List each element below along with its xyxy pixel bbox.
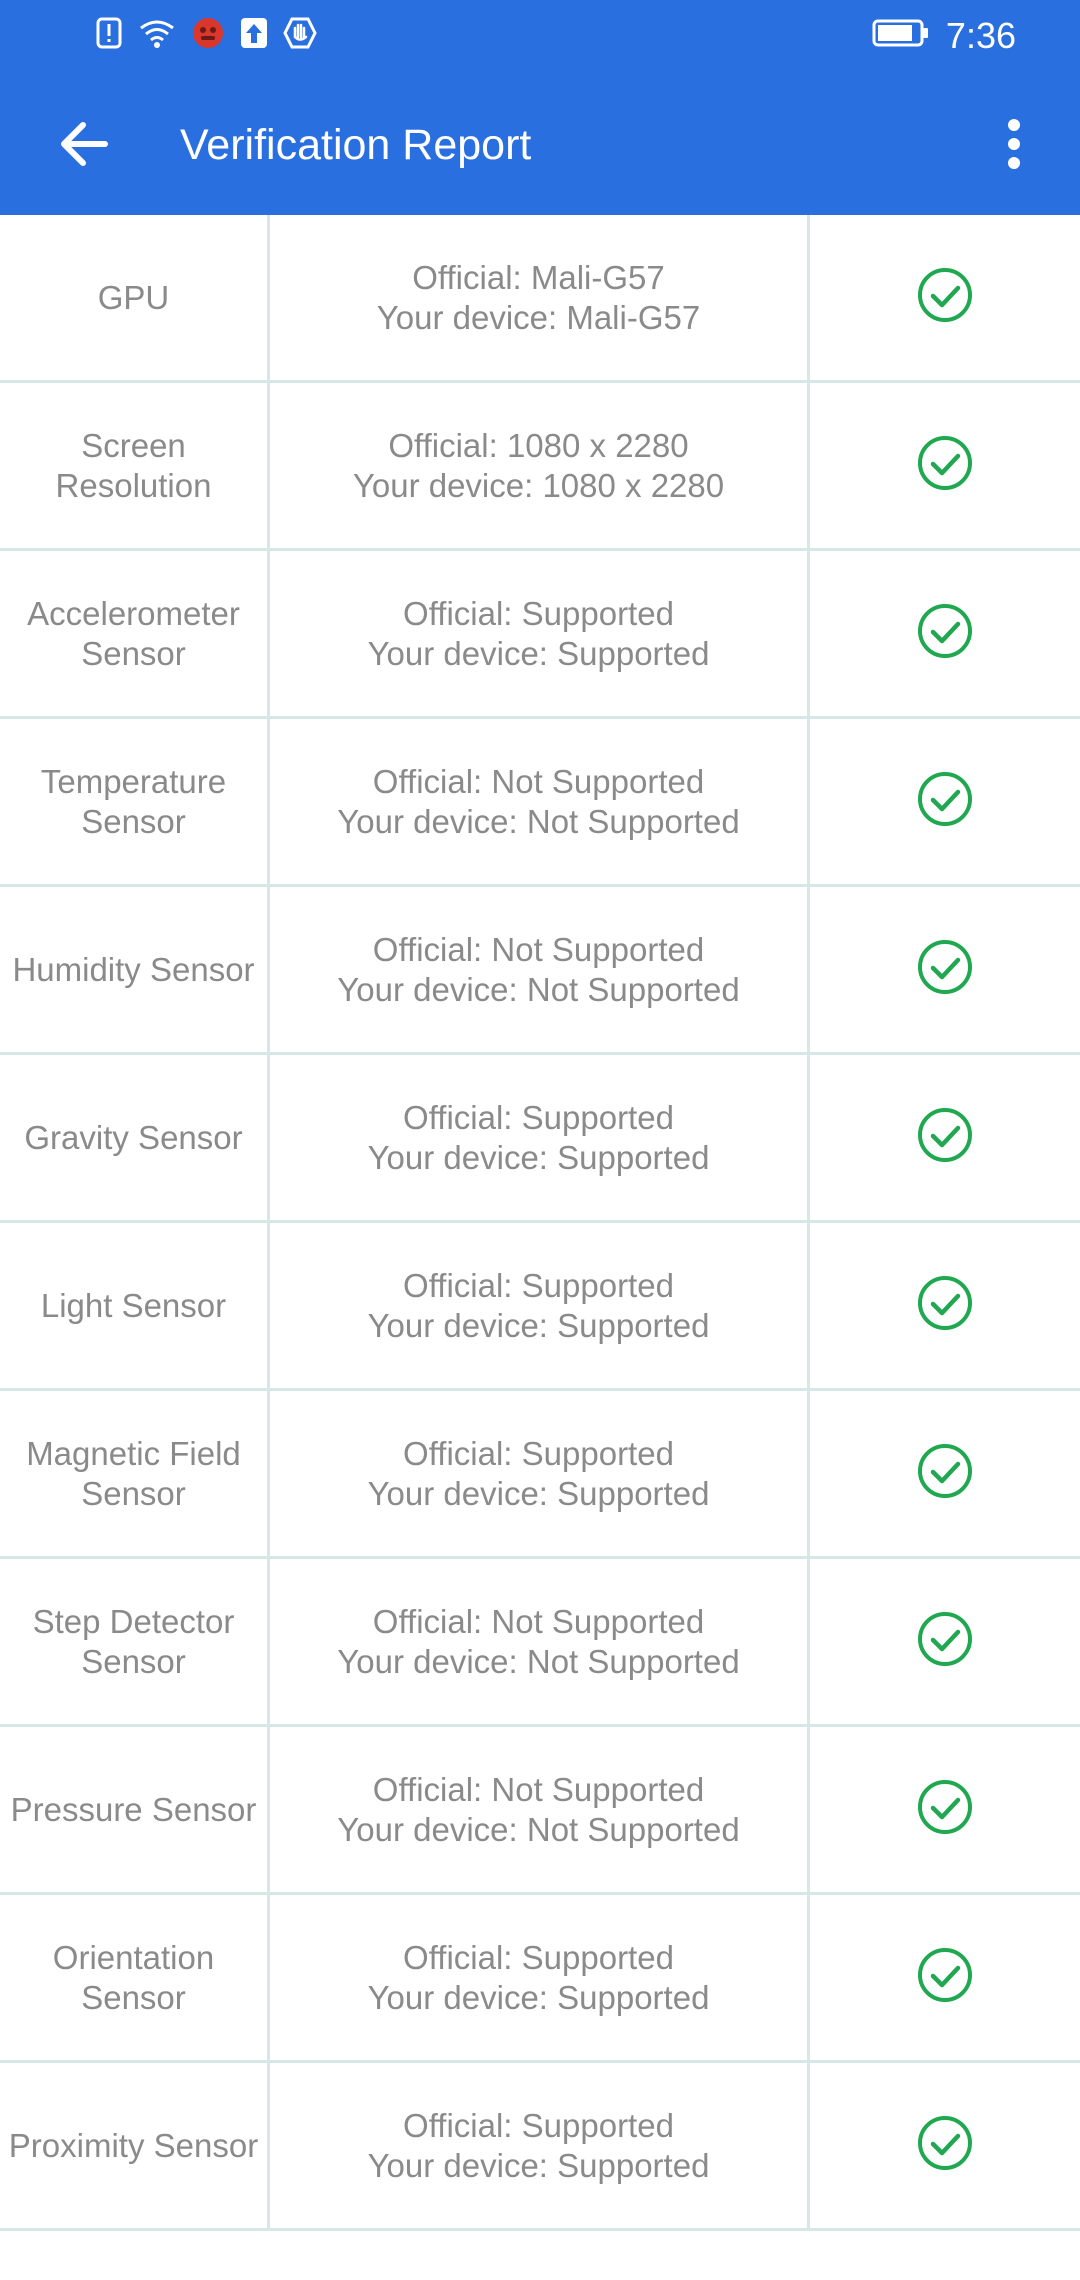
device-value: Your device: Not Supported: [337, 1810, 740, 1848]
check-icon: [916, 1442, 974, 1505]
comparison-cell: [270, 887, 810, 1052]
table-row: [0, 1055, 1080, 1223]
feature-name: Proximity Sensor: [0, 2063, 270, 2228]
table-row: [0, 215, 1080, 383]
check-icon: [916, 2114, 974, 2177]
table-row: [0, 2063, 1080, 2231]
feature-name: Accelerometer Sensor: [0, 551, 270, 716]
status-cell: [810, 551, 1080, 716]
status-cell: [810, 719, 1080, 884]
status-cell: [810, 1055, 1080, 1220]
official-value: Official: Supported: [403, 1938, 674, 1976]
official-value: Official: Not Supported: [372, 1770, 705, 1808]
device-value: Your device: Supported: [367, 1138, 710, 1176]
status-cell: [810, 887, 1080, 1052]
comparison-cell: [270, 1559, 810, 1724]
battery-icon: [872, 14, 930, 58]
device-value: Your device: Not Supported: [337, 970, 740, 1008]
status-icons: [95, 16, 317, 50]
table-row: [0, 719, 1080, 887]
table-row: [0, 887, 1080, 1055]
device-value: Your device: Supported: [367, 1474, 710, 1512]
device-value: Your device: Supported: [367, 1306, 710, 1344]
official-value: Official: Supported: [403, 1434, 674, 1472]
status-bar: [0, 0, 1080, 72]
device-value: Your device: 1080 x 2280: [352, 466, 725, 504]
comparison-cell: [270, 719, 810, 884]
comparison-cell: [270, 215, 810, 380]
comparison-cell: [270, 383, 810, 548]
device-value: Your device: Not Supported: [337, 1642, 740, 1680]
official-value: Official: Supported: [403, 594, 674, 632]
check-icon: [916, 434, 974, 497]
upload-icon: [239, 16, 269, 50]
table-row: [0, 551, 1080, 719]
check-icon: [916, 1778, 974, 1841]
feature-name: Orientation Sensor: [0, 1895, 270, 2060]
feature-name: Magnetic Field Sensor: [0, 1391, 270, 1556]
feature-name: Light Sensor: [0, 1223, 270, 1388]
official-value: Official: Mali-G57: [412, 258, 665, 296]
feature-name: Pressure Sensor: [0, 1727, 270, 1892]
check-icon: [916, 602, 974, 665]
page-title: Verification Report: [180, 121, 532, 169]
feature-name: Gravity Sensor: [0, 1055, 270, 1220]
status-cell: [810, 1895, 1080, 2060]
status-right: [872, 14, 1016, 58]
comparison-cell: [270, 1055, 810, 1220]
official-value: Official: Not Supported: [372, 1602, 705, 1640]
official-value: Official: Supported: [403, 1266, 674, 1304]
table-row: [0, 1223, 1080, 1391]
device-value: Your device: Mali-G57: [376, 298, 701, 336]
official-value: Official: Supported: [403, 2106, 674, 2144]
status-cell: [810, 383, 1080, 548]
check-icon: [916, 1610, 974, 1673]
official-value: Official: Not Supported: [372, 930, 705, 968]
status-cell: [810, 1391, 1080, 1556]
check-icon: [916, 1274, 974, 1337]
verification-table: [0, 215, 1080, 2231]
back-button[interactable]: [48, 110, 120, 182]
feature-name: Temperature Sensor: [0, 719, 270, 884]
device-value: Your device: Supported: [367, 2146, 710, 2184]
status-cell: [810, 215, 1080, 380]
device-value: Your device: Not Supported: [337, 802, 740, 840]
arrow-left-icon: [55, 115, 113, 178]
hand-icon: [283, 16, 317, 50]
device-value: Your device: Supported: [367, 634, 710, 672]
comparison-cell: [270, 1223, 810, 1388]
comparison-cell: [270, 1895, 810, 2060]
comparison-cell: [270, 551, 810, 716]
check-icon: [916, 1946, 974, 2009]
status-time: 7:36: [945, 15, 1016, 56]
check-icon: [916, 1106, 974, 1169]
device-value: Your device: Supported: [367, 1978, 710, 2016]
official-value: Official: 1080 x 2280: [388, 426, 689, 464]
check-icon: [916, 938, 974, 1001]
table-row: [0, 1895, 1080, 2063]
official-value: Official: Not Supported: [372, 762, 705, 800]
table-row: [0, 1391, 1080, 1559]
table-row: [0, 1559, 1080, 1727]
comparison-cell: [270, 1391, 810, 1556]
app-badge-icon: [191, 16, 225, 50]
feature-name: Step Detector Sensor: [0, 1559, 270, 1724]
table-row: [0, 383, 1080, 551]
table-row: [0, 1727, 1080, 1895]
wifi-icon: [137, 16, 177, 50]
feature-name: GPU: [0, 215, 270, 380]
check-icon: [916, 770, 974, 833]
more-vertical-icon: [1004, 118, 1024, 175]
comparison-cell: [270, 1727, 810, 1892]
alert-icon: [95, 16, 123, 50]
official-value: Official: Supported: [403, 1098, 674, 1136]
more-options-button[interactable]: [984, 110, 1044, 182]
feature-name: Humidity Sensor: [0, 887, 270, 1052]
status-cell: [810, 1559, 1080, 1724]
status-cell: [810, 2063, 1080, 2228]
check-icon: [916, 266, 974, 329]
comparison-cell: [270, 2063, 810, 2228]
app-bar: [0, 72, 1080, 215]
feature-name: Screen Resolution: [0, 383, 270, 548]
status-cell: [810, 1727, 1080, 1892]
status-cell: [810, 1223, 1080, 1388]
